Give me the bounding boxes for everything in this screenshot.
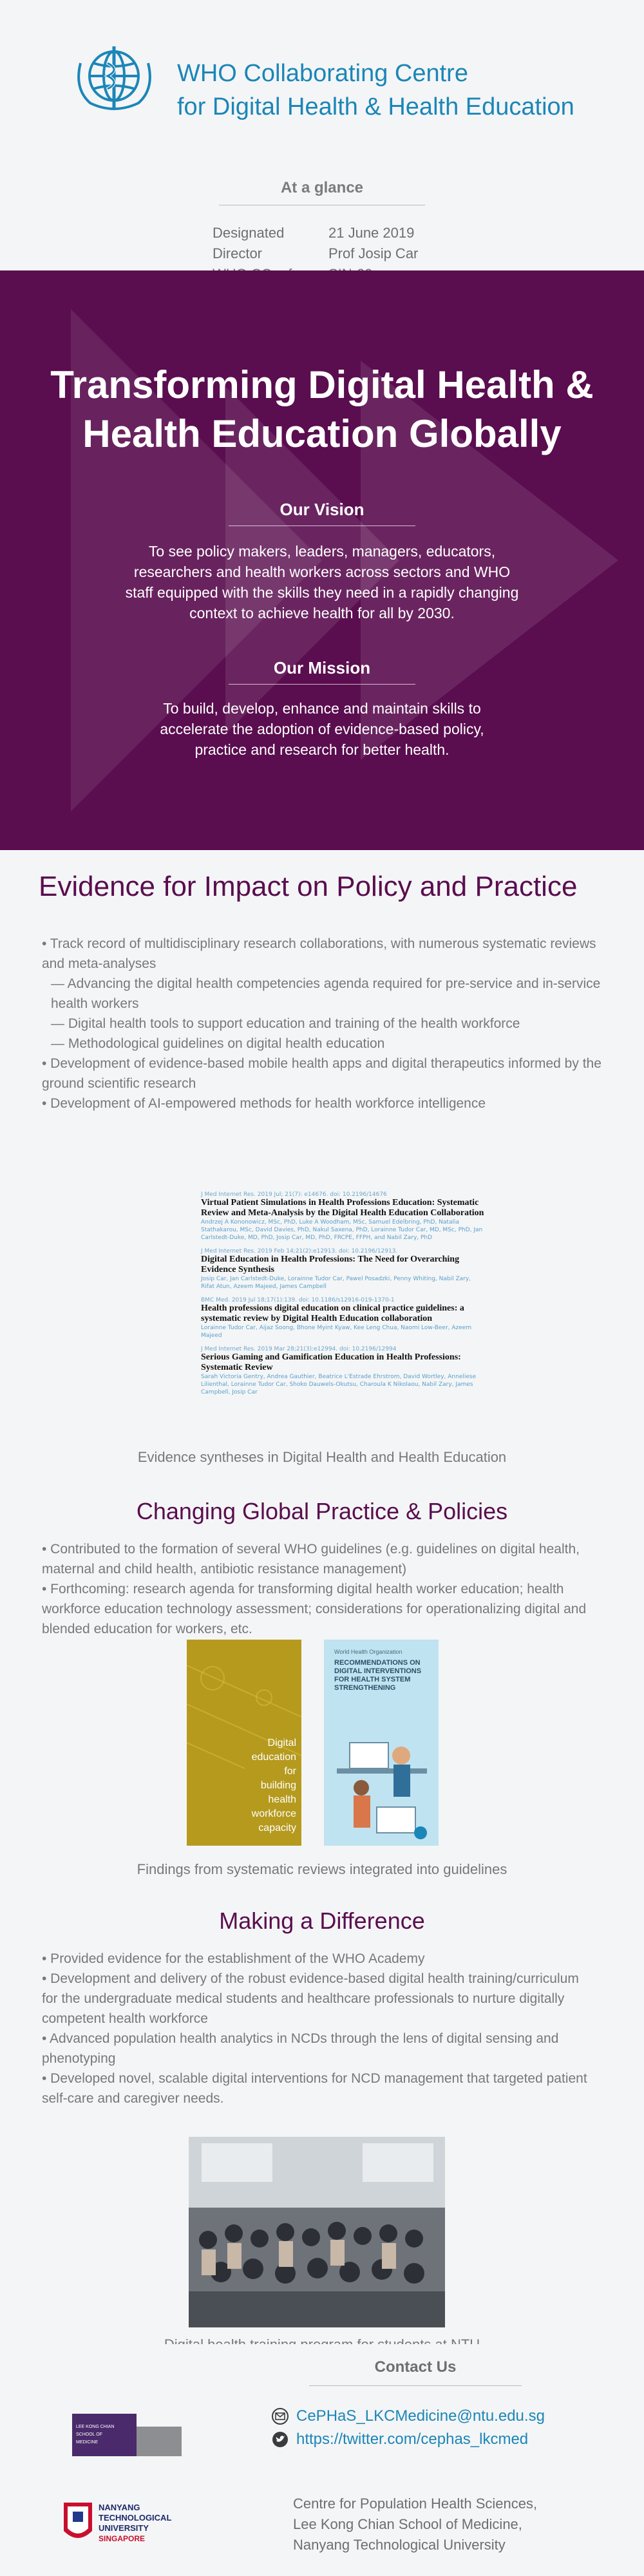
vision-heading: Our Vision	[279, 500, 365, 519]
email-contact[interactable]	[272, 2407, 545, 2425]
bullet-item: • Development of evidence-based mobile health apps and digital therapeutics informed by the ground scientific research	[42, 1056, 601, 1091]
bullet-item: • Advanced population health analytics in NCDs through the lens of digital sensing and phenotyping	[42, 2031, 559, 2066]
glance-key: Designated	[213, 225, 285, 241]
paper-authors: Sarah Victoria Gentry, Andrea Gauthier, Beatrice L'Estrade Ehrstrom, David Wortley, Anneliese Lilienthal, Lorainne Tudor Car, Shoko Dauwels-Okutsu, Charoula K Nikolaou, Nabil Zary, James Campbell, Josip Car	[201, 1374, 477, 1396]
paper-list	[201, 1191, 484, 1403]
evidence-bullets	[42, 934, 609, 1113]
lkc-logo-text3: MEDICINE	[76, 2440, 99, 2445]
bullet-item: • Developed novel, scalable digital interventions for NCD management that targeted patient self-care and caregiver needs.	[42, 2071, 587, 2106]
address-block	[293, 2494, 537, 2555]
lkc-logo-text1: LEE KONG CHIAN	[76, 2425, 115, 2429]
vision-mission-band	[0, 270, 644, 850]
paper-reference: J Med Internet Res. 2019 Feb 14;21(2):e12913. doi: 10.2196/12913.	[201, 1248, 398, 1255]
glance-row	[213, 223, 418, 243]
centre-title	[177, 57, 574, 124]
evidence-heading: Evidence for Impact on Policy and Practice	[39, 871, 578, 902]
papers-caption: Evidence syntheses in Digital Health and Health Education	[137, 1449, 507, 1465]
ntu-logo-graphic	[61, 2499, 203, 2557]
glance-value: 21 June 2019	[328, 225, 415, 241]
glance-value: Prof Josip Car	[328, 245, 419, 261]
mission-heading: Our Mission	[273, 658, 371, 677]
twitter-link[interactable]: https://twitter.com/cephas_lkcmed	[296, 2430, 529, 2448]
twitter-contact[interactable]	[272, 2430, 528, 2448]
ntu-line3: UNIVERSITY	[99, 2523, 149, 2533]
bullet-item: • Development of AI-empowered methods for health workforce intelligence	[42, 1096, 486, 1111]
paper-title: Virtual Patient Simulations in Health Professions Education: Systematic Review and Meta-Analysis by the Digital Health Education Collaboration	[201, 1198, 484, 1218]
cover-title: Digital education for building health workforce capacity	[251, 1738, 296, 1833]
lkc-medicine-logo	[72, 2414, 182, 2456]
contact-divider	[309, 2385, 522, 2386]
ntu-logo	[61, 2499, 203, 2557]
practice-bullets	[42, 1539, 596, 1639]
paper-title: Serious Gaming and Gamification Education in Health Professions: Systematic Review	[201, 1352, 461, 1372]
classroom-illustration	[189, 2137, 445, 2327]
paper-title: Digital Education in Health Professions: The Need for Overarching Evidence Synthesis	[201, 1255, 460, 1274]
footer	[0, 2344, 644, 2576]
bullet-item: • Development and delivery of the robust evidence-based digital health training/curriculum for the undergraduate medical students and healthcare professionals to nurture digitally competent health workforce	[42, 1971, 579, 2026]
difference-bullets	[42, 1949, 596, 2108]
bullet-item: • Provided evidence for the establishment of the WHO Academy	[42, 1951, 425, 1966]
guideline-cover-blue	[324, 1640, 439, 1846]
difference-heading: Making a Difference	[219, 1908, 425, 1934]
address-line2: Lee Kong Chian School of Medicine,	[293, 2516, 522, 2532]
paper-entry	[201, 1346, 484, 1396]
glance-title: At a glance	[280, 179, 364, 196]
mission-text: To build, develop, enhance and maintain skills to accelerate the adoption of evidence-based policy, practice and research for better health.	[160, 700, 484, 758]
paper-entry	[201, 1248, 484, 1291]
paper-authors: Josip Car, Jan Carlstedt-Duke, Lorainne Tudor Car, Pawel Posadzki, Penny Whiting, Nabil Zary, Rifat Atun, Azeem Majeed, James Campbell	[201, 1276, 471, 1290]
band-title	[0, 361, 644, 459]
cover-title: RECOMMENDATIONS ON DIGITAL INTERVENTIONS FOR HEALTH SYSTEM STRENGTHENING	[334, 1659, 422, 1692]
paper-reference: BMC Med. 2019 Jul 18;17(1):139. doi: 10.1186/s12916-019-1370-1	[201, 1297, 395, 1303]
paper-entry	[201, 1191, 484, 1242]
guidelines-caption: Findings from systematic reviews integrated into guidelines	[137, 1861, 507, 1877]
guideline-cover-gold	[187, 1640, 301, 1846]
bullet-item: • Contributed to the formation of several WHO guidelines (e.g. guidelines on digital health, maternal and child health, antibiotic resistance management)	[42, 1542, 580, 1577]
cover-publisher: World Health Organization	[334, 1649, 402, 1655]
lkc-logo-graphic	[72, 2414, 182, 2456]
envelope-icon	[272, 2408, 289, 2425]
address-line1: Centre for Population Health Sciences,	[293, 2496, 538, 2512]
email-link[interactable]: CePHaS_LKCMedicine@ntu.edu.sg	[296, 2407, 545, 2425]
mission-divider	[229, 684, 415, 685]
paper-authors: Andrzej A Kononowicz, MSc, PhD, Luke A Woodham, MSc, Samuel Edelbring, PhD, Natalia Stathakarou, MSc, David Davies, PhD, Nakul Saxena, PhD, Lorainne Tudor Car, MD, MSc, PhD, Jan Carlstedt-Duke, MD, PhD, Josip Car, MD, PhD, FRCPE, FFPH, and Nabil Zary, PhD	[201, 1219, 483, 1241]
paper-reference: J Med Internet Res. 2019 Mar 28;21(3):e12994. doi: 10.2196/12994	[201, 1346, 397, 1352]
lkc-logo-text2: SCHOOL OF	[76, 2432, 102, 2437]
ntu-line2: TECHNOLOGICAL	[99, 2513, 172, 2523]
paper-authors: Lorainne Tudor Car, Aijaz Soong, Bhone Myint Kyaw, Kee Leng Chua, Naomi Low-Beer, Azeem Majeed	[201, 1325, 472, 1339]
header	[0, 0, 644, 270]
glance-row	[213, 243, 418, 264]
vision-text: To see policy makers, leaders, managers, educators, researchers and health workers across sectors and WHO staff equipped with the skills they need in a rapidly changing context to achieve health for all by 2030.	[125, 543, 519, 621]
address-line3: Nanyang Technological University	[293, 2537, 506, 2553]
centre-title-line1: WHO Collaborating Centre	[177, 60, 468, 87]
practice-heading: Changing Global Practice & Policies	[136, 1498, 508, 1524]
contact-heading: Contact Us	[374, 2358, 457, 2376]
bullet-item: • Forthcoming: research agenda for transforming digital health worker education; health workforce education technology assessment; considerations for operationalizing digital and blended education for workers, etc.	[42, 1582, 587, 1636]
cover-illustration	[324, 1730, 439, 1846]
who-emblem-icon	[61, 44, 167, 115]
paper-title: Health professions digital education on clinical practice guidelines: a systematic review by Digital Health Education collaboration	[201, 1303, 464, 1323]
band-title-line2: Health Education Globally	[82, 412, 562, 455]
ntu-line4: SINGAPORE	[99, 2534, 146, 2543]
glance-key: Director	[213, 245, 263, 261]
paper-entry	[201, 1297, 484, 1340]
band-title-line1: Transforming Digital Health &	[50, 363, 594, 406]
bullet-item: • Track record of multidisciplinary research collaborations, with numerous systematic reviews and meta-analyses	[42, 936, 596, 971]
sub-bullet-item: — Digital health tools to support education and training of the health workforce	[51, 1016, 520, 1031]
training-photo	[189, 2137, 445, 2327]
centre-title-line2: for Digital Health & Health Education	[177, 93, 574, 120]
twitter-icon	[272, 2431, 289, 2448]
sub-bullet-item: — Advancing the digital health competencies agenda required for pre-service and in-service health workers	[51, 976, 601, 1011]
sub-bullet-item: — Methodological guidelines on digital health education	[51, 1036, 385, 1051]
ntu-line1: NANYANG	[99, 2503, 140, 2512]
paper-reference: J Med Internet Res. 2019 Jul; 21(7): e14676. doi: 10.2196/14676	[201, 1191, 387, 1198]
